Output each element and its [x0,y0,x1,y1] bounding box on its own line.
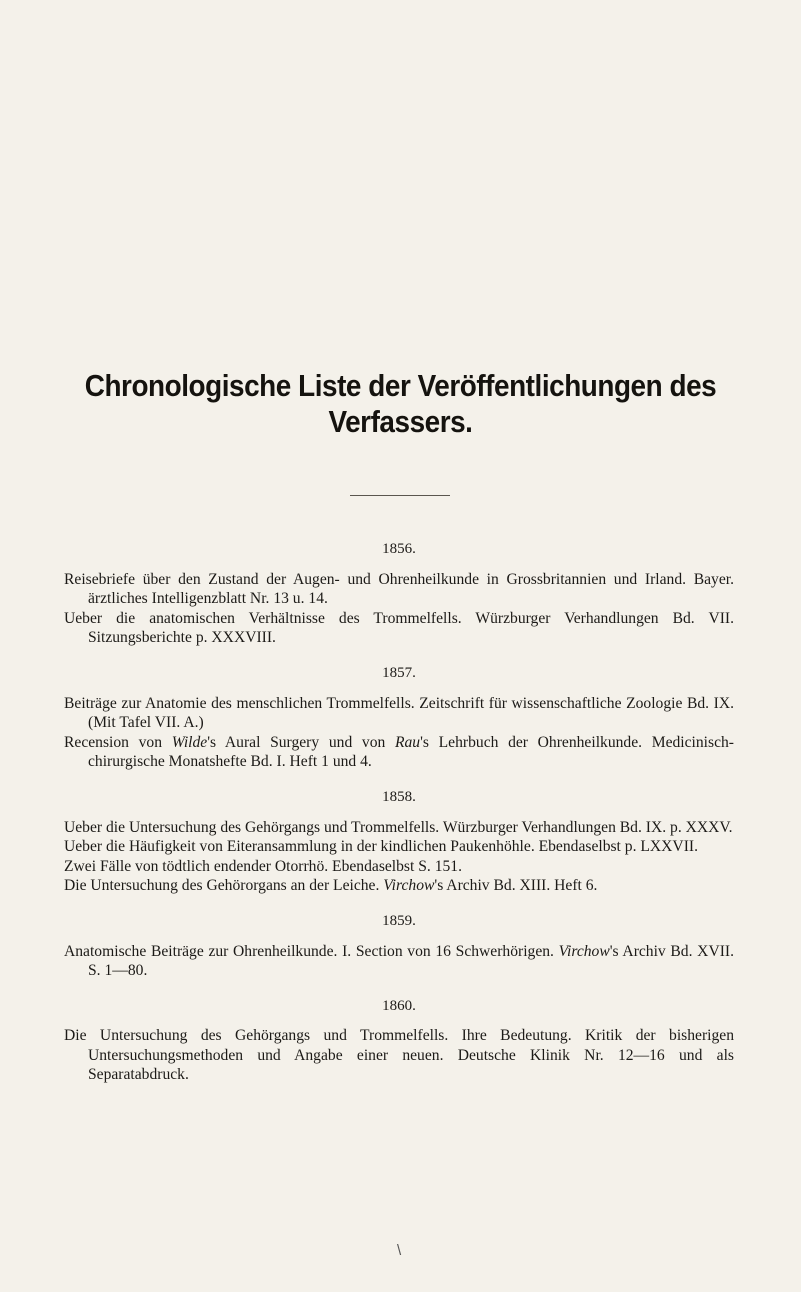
year-heading: 1856. [382,541,416,557]
publication-entry [64,857,734,877]
year-heading: 1857. [382,664,416,681]
publication-entry [64,694,734,733]
entry-text: Ueber die anatomischen Verhältnisse des Trommelfells. Würzburger Verhandlungen Bd. VII. Sitzungsberichte p. XXXVIII. [64,609,734,647]
publication-entry [64,837,734,857]
year-heading: 1858. [382,788,416,805]
publication-entry [64,818,734,838]
entry-text: Recension von [64,733,172,751]
publication-entry [64,942,734,981]
author-name: Virchow [558,942,610,960]
entry-text: Zwei Fälle von tödtlich endender Otorrhö. Ebendaselbst S. 151. [64,857,462,875]
entry-text: 's Aural Surgery und von [207,733,395,751]
publication-entry [64,876,734,896]
entry-text: Beiträge zur Anatomie des menschlichen Trommelfells. Zeitschrift für wissenschaftliche Zoologie Bd. IX. (Mit Tafel VII. A.) [64,694,734,732]
publication-list [64,540,734,1085]
publication-entry [64,1026,734,1085]
publication-entry [64,570,734,609]
entry-text: Ueber die Untersuchung des Gehörgangs und Trommelfells. Würzburger Verhandlungen Bd. IX. p. XXXV. [64,818,733,836]
entry-text: Ueber die Häufigkeit von Eiteransammlung in der kindlichen Paukenhöhle. Ebendaselbst p. LXXVII. [64,838,698,856]
year-heading: 1859. [382,912,416,929]
author-name: Virchow [383,877,435,895]
publication-entry [64,609,734,648]
title-divider [350,495,450,496]
page-title: Chronologische Liste der Veröffentlichungen des Verfassers. [84,368,717,439]
stray-mark: \ [397,1242,402,1259]
entry-text: Reisebriefe über den Zustand der Augen- und Ohrenheilkunde in Grossbritannien und Irland. Bayer. ärztliches Intelligenzblatt Nr. 13 u. 14. [64,570,734,608]
entry-text: Die Untersuchung des Gehörgangs und Trommelfells. Ihre Bedeutung. Kritik der bisherigen Untersuchungsmethoden und Angabe einer neuen. Deutsche Klinik Nr. 12—16 und als Separatabdruck. [64,1027,734,1084]
author-name: Rau [394,733,421,751]
entry-text: 's Lehrbuch der Ohrenheilkunde. Medicinisch-chirurgische Monatshefte Bd. I. Heft 1 und 4. [88,733,734,771]
entry-text: 's Archiv Bd. XIII. Heft 6. [434,877,598,895]
author-name: Wilde [171,733,208,751]
publication-entry [64,733,734,772]
entry-text: Anatomische Beiträge zur Ohrenheilkunde. I. Section von 16 Schwerhörigen. [64,942,559,960]
year-heading: 1860. [382,997,416,1014]
entry-text: Die Untersuchung des Gehörorgans an der Leiche. [64,877,384,895]
entry-text: 's Archiv Bd. XVII. S. 1—80. [88,942,734,980]
